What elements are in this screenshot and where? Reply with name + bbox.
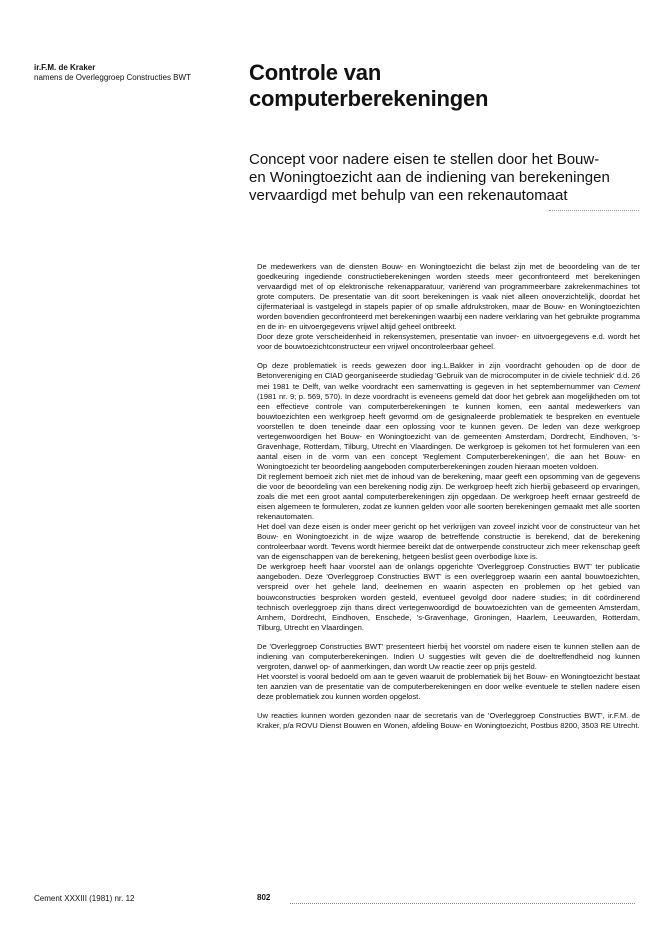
article-subtitle <box>249 151 641 205</box>
footer-rule <box>290 903 635 904</box>
subtitle-line-3: vervaardigd met behulp van een rekenautomaat <box>249 187 568 204</box>
title-line-2: computerberekeningen <box>249 86 489 111</box>
subtitle-line-1: Concept voor nadere eisen te stellen door het Bouw- <box>249 151 600 168</box>
paragraph-background-start: Op deze problematiek is reeds gewezen door ing.L.Bakker in zijn voordracht gehouden op de door de Betonvereniging en CIAD georganiseerde studiedag 'Gebruik van de microcomputer in de civiele techniek' d.d. 26 mei 1981 te Delft, van welke voordracht een samenvatting is gegeven in het septembernummer van <box>257 361 640 391</box>
paragraph-variety: Door deze grote verscheidenheid in rekensystemen, presentatie van invoer- en uitvoergegevens e.d. wordt het voor de bouwtoezichtconstructeur een vrijwel oncontroleerbaar geheel. <box>257 332 640 352</box>
paragraph-contact: Uw reacties kunnen worden gezonden naar de secretaris van de 'Overleggroep Constructies BWT', ir.F.M. de Kraker, p/a ROVU Dienst Bouwen en Wonen, afdeling Bouw- en Woningtoezicht, Postbus 8200, 3503 RE Utrecht. <box>257 710 640 731</box>
journal-reference: Cement <box>613 381 640 391</box>
subtitle-rule <box>549 210 639 211</box>
subtitle-line-2: en Woningtoezicht aan de indiening van berekeningen <box>249 169 610 186</box>
author-name: ir.F.M. de Kraker <box>34 63 96 72</box>
footer-journal: Cement XXXIII (1981) nr. 12 <box>34 894 135 903</box>
paragraph-reglement: Dit reglement bemoeit zich niet met de inhoud van de berekening, maar geeft een opsomming van de gegevens die voor de beoordeling van een berekening nodig zijn. De werkgroep heeft zich hierbij gebaseerd op ervaringen, zoals die met een groot aantal computerberekeningen zijn opgedaan. De werkgroep heeft ernaar gestreefd de eisen algemeen te formuleren, zodat ze kunnen gelden voor alle soorten berekeningen gemaakt met alle soorten rekenautomaten. <box>257 471 640 522</box>
article-title <box>249 60 488 112</box>
author-block <box>34 63 191 83</box>
paragraph-overleggroep: De werkgroep heeft haar voorstel aan de onlangs opgerichte 'Overleggroep Constructies BWT' ter publicatie aangeboden. Deze 'Overleggroep Constructies BWT' is een overleggroep waarin een aantal bouwtoezichten, verspreid over het gehele land, deelnemen en waarin aspecten en problemen op het gebied van bouwconstructies besproken worden gesteld, eventueel gevolgd door nadere studies; in dit coördinerend technisch overleggroep zijn thans direct vertegenwoordigd de bouwtoezichten van de gemeenten Amsterdam, Arnhem, Dordrecht, Eindhoven, Enschede, 's-Gravenhage, Groningen, Haarlem, Leeuwarden, Rotterdam, Tilburg, Utrecht en Vlaardingen. <box>257 562 640 632</box>
paragraph-background <box>257 361 640 472</box>
title-line-1: Controle van <box>249 60 382 85</box>
paragraph-purpose: Het voorstel is vooral bedoeld om aan te geven waaruit de problematiek bij het Bouw- en Woningtoezicht bestaat ten aanzien van de presentatie van de computerberekeningen en door welke eventuele te stellen nadere eisen deze problematiek zou kunnen worden opgelost. <box>257 671 640 701</box>
paragraph-background-end: (1981 nr. 9; p. 569, 570). In deze voordracht is eveneens gemeld dat door het gebrek aan mogelijkheden om tot een effectieve controle van computerberekeningen te kunnen komen, een aantal medewerkers van bouwtoezichten een werkgroep heeft gevormd om de gesignaleerde problematiek te bespreken en eventuele voorstellen te doen teneinde daar een oplossing voor te kunnen geven. De leden van deze werkgroep vertegenwoordigen het Bouw- en Woningtoezicht van de gemeenten Amsterdam, Dordrecht, Eindhoven, 's-Gravenhage, Rotterdam, Tilburg, Utrecht en Vlaardingen. De werkgroep is gekomen tot het formuleren van een aantal eisen in de vorm van een concept 'Reglement Computerberekeningen', die aan het Bouw- en Woningtoezicht ter beoordeling aangeboden computerberekeningen zouden hieraan moeten voldoen. <box>257 391 640 471</box>
article-body <box>257 262 640 731</box>
paragraph-proposal: De 'Overleggroep Constructies BWT' presenteert hierbij het voorstel om nadere eisen te kunnen stellen aan de indiening van computerberekeningen. Indien U suggesties wilt geven die de doeltreffendheid nog kunnen vergroten, danwel op- of aanmerkingen, dan wordt Uw reactie zeer op prijs gesteld. <box>257 641 640 671</box>
page-number: 802 <box>257 893 271 902</box>
paragraph-intro: De medewerkers van de diensten Bouw- en Woningtoezicht die belast zijn met de beoordeling van de ter goedkeuring ingediende constructieberekeningen worden steeds meer geconfronteerd met berekeningen vervaardigd met of op elektronische rekenapparatuur, variërend van programmeerbare zakrekenmachines tot grote computers. De presentatie van dit soort berekeningen is vaak niet alleen onoverzichtelijk, doordat het cijfermateriaal is vastgelegd in stapels papier of op smalle afdrukstroken, maar de Bouw- en Woningtoezichten worden bovendien geconfronteerd met berekeningen waarbij een nadere verklaring van het gebruikte programma en de in- en uitvoergegevens vrijwel altijd geheel ontbreekt. <box>257 262 640 332</box>
author-affiliation: namens de Overleggroep Constructies BWT <box>34 73 191 82</box>
paragraph-goal: Het doel van deze eisen is onder meer gericht op het verkrijgen van zoveel inzicht voor de constructeur van het Bouw- en Woningtoezicht in de wijze waarop de betreffende constructie is berekend, dat de berekening controleerbaar wordt. Tevens wordt hiermee bereikt dat de ontwerpende constructeur zich meer rekenschap geeft van de eigenschappen van de berekening, hetgeen beslist geen overbodige luxe is. <box>257 522 640 562</box>
